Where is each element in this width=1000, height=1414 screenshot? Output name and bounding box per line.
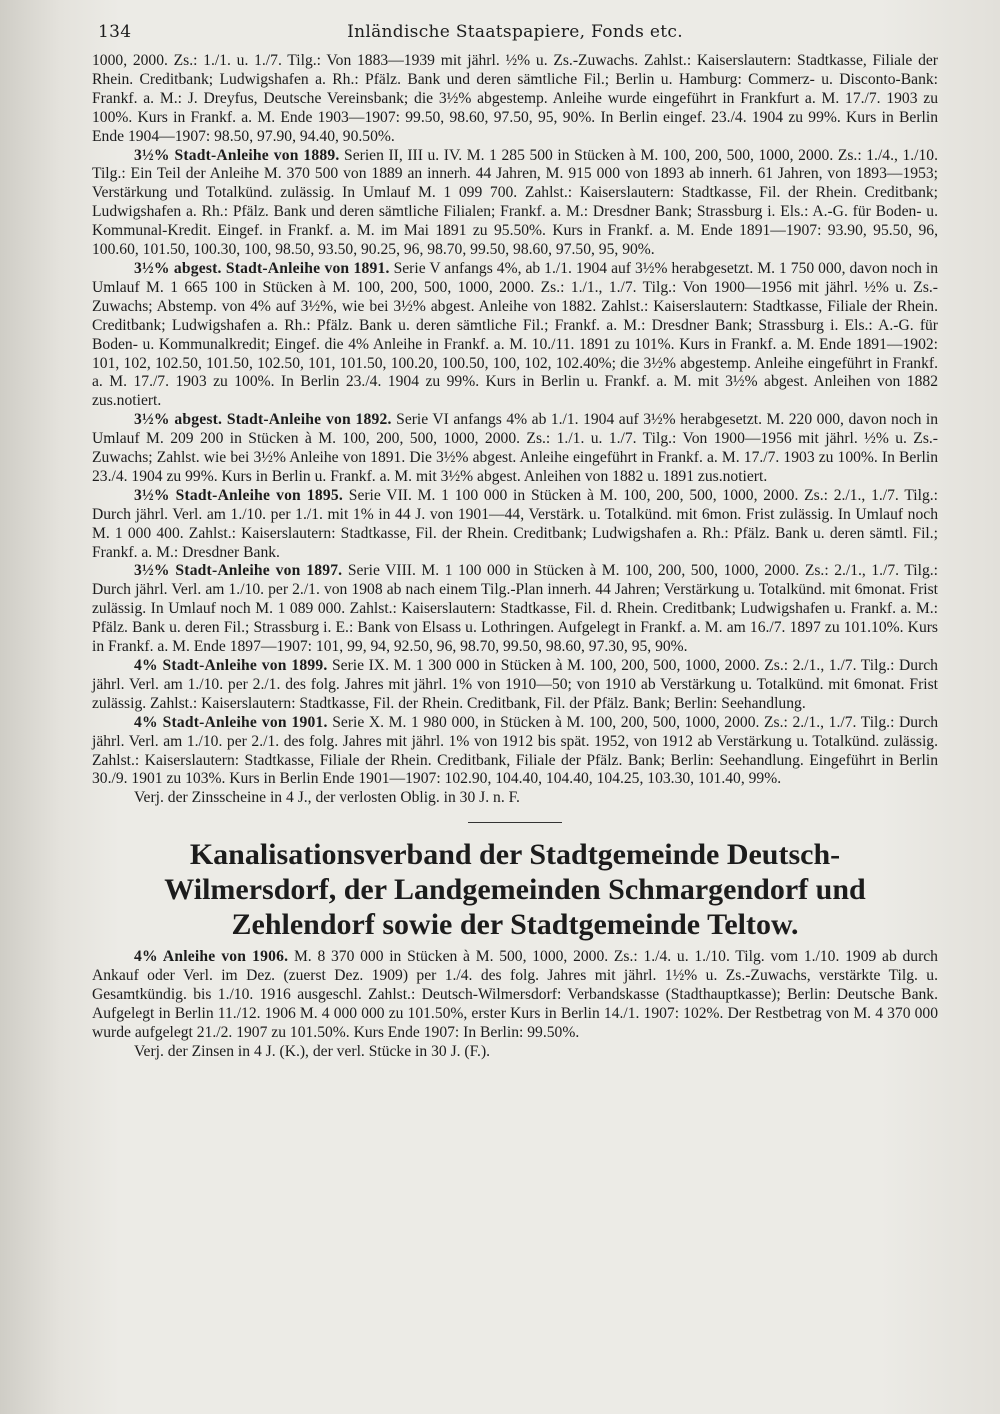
bond-entry-1892 — [92, 411, 938, 487]
kanalisationsverband-section — [92, 948, 938, 1061]
bond-entry-1906 — [92, 948, 938, 1043]
page-number: 134 — [98, 22, 132, 42]
bond-title: 4% Stadt-Anleihe von 1899. — [134, 657, 328, 674]
bond-text: M. 8 370 000 in Stücken à M. 500, 1000, 2000. Zs.: 1./4. u. 1./10. Tilg. vom 1./10. 1909 ab durch Ankauf oder Verl. im Dez. (zuerst Dez. 1909) per 1./4. des folg. Jahres mit jährl. 1½% u. Zs.-Zuwachs, verstärkte Tilg. u. Gesamtkündig. bis 1./10. 1916 ausgeschl. Zahlst.: Deutsch-Wilmersdorf: Verbandskasse (Stadthauptkasse); Berlin: Deutsche Bank. Aufgelegt in Berlin 11./12. 1906 M. 4 000 000 zu 101.50%, erster Kurs in Berlin 14./1. 1907: 102%. Der Restbetrag von M. 4 370 000 wurde aufgelegt 21./2. 1907 zu 101.50%. Kurs Ende 1907: In Berlin: 99.50%. — [92, 948, 938, 1041]
page-header — [92, 22, 938, 52]
bond-title: 3½% Stadt-Anleihe von 1895. — [134, 486, 343, 504]
bond-title: 3½% Stadt-Anleihe von 1897. — [134, 562, 343, 580]
running-head: Inländische Staatspapiere, Fonds etc. — [347, 22, 683, 42]
section-divider — [468, 822, 562, 823]
bond-text: Serien II, III u. IV. M. 1 285 500 in Stücken à M. 100, 200, 500, 1000, 2000. Zs.: 1./4., 1./10. Tilg.: Ein Teil der Anleihe M. 370 500 von 1889 an innerh. 44 Jahren, M. 915 000 von 1893 ab innerh. 61 Jahren, von 1893—1953; Verstärkung und Totalkünd. zulässig. In Umlauf M. 1 099 700. Zahlst.: Kaiserslautern: Stadtkasse, Fil. der Rhein. Creditbank; Ludwigshafen a. Rh.: Pfälz. Bank und deren sämtliche Filialen; Frankf. a. M.: Dresdner Bank; Strassburg i. Els.: A.-G. für Boden- u. Kommunal-Kredit. Eingef. in Frankf. a. M. im Mai 1891 zu 95.50%. Kurs in Frankf. a. M. Ende 1891—1907: 93.90, 95.50, 96, 100.60, 101.50, 100.30, 100, 98.50, 93.50, 90.25, 96, 98.70, 99.50, 98.60, 97.50, 95, 90%. — [92, 146, 938, 259]
bond-entry-1891 — [92, 260, 938, 411]
bond-text: Serie VII. M. 1 100 000 in Stücken à M. 100, 200, 500, 1000, 2000. Zs.: 2./1., 1./7. Tilg.: Durch jährl. Verl. am 1./10. per 1./1. mit 1% in 44 J. von 1901—44, Verstärk. u. Totalkünd. mit 6mon. Frist zulässig. In Umlauf noch M. 1 000 400. Zahlst.: Kaiserslautern: Stadtkasse, Fil. der Rhein. Creditbank; Ludwigshafen a. Rh.: Pfälz. Bank u. deren sämtl. Fil.; Frankf. a. M.: Dresdner Bank. — [92, 486, 938, 561]
bond-entry-1895 — [92, 487, 938, 563]
bond-title: 3½% abgest. Stadt-Anleihe von 1892. — [134, 411, 392, 429]
kaiserslautern-bonds-section — [92, 52, 938, 808]
bond-title: 3½% Stadt-Anleihe von 1889. — [134, 146, 340, 164]
bond-text: Serie X. M. 1 980 000, in Stücken à M. 100, 200, 500, 1000, 2000. Zs.: 2./1., 1./7. Tilg.: Durch jährl. Verl. am 1./10. per 2./1. des folg. Jahres mit jährl. 1% von 1912 bis spät. 1952, von 1912 ab Verstärkung u. Totalkünd. zulässig. Zahlst.: Kaiserslautern: Stadtkasse, Filiale der Rhein. Creditbank, Filiale der Pfälz. Bank; Berlin: Seehandlung. Eingeführt in Berlin 30./9. 1901 zu 103%. Kurs in Berlin Ende 1901—1907: 102.90, 104.40, 104.40, 104.25, 103.30, 101.40, 99%. — [92, 713, 938, 788]
bond-entry-1897 — [92, 562, 938, 657]
bond-text: Serie VI anfangs 4% ab 1./1. 1904 auf 3½% herabgesetzt. M. 220 000, davon noch in Umlauf M. 209 200 in Stücken à M. 100, 200, 500, 1000, 2000. Zs.: 1./1. u. 1./7. Tilg.: Von 1900—1956 mit jährl. ½% u. Zs.-Zuwachs; Zahlst. wie bei 3½% Anleihe von 1891. Die 3½% abgest. Anleihe eingeführt in Frankf. a. M. 17./7. 1903 zu 100%. In Berlin 23./4. 1904 zu 99%. Kurs in Berlin u. Frankf. a. M. mit 3½% abgest. Anleihen von 1882 u. 1891 zus.notiert. — [92, 411, 938, 485]
bond-entry-1889 — [92, 147, 938, 260]
bond-text: Serie VIII. M. 1 100 000 in Stücken à M. 100, 200, 500, 1000, 2000. Zs.: 2./1., 1./7. Tilg.: Durch jährl. Verl. am 1./10. per 2./1. von 1908 ab nach einem Tilg.-Plan innerh. 44 Jahren; Verstärkung u. Totalkünd. mit 6monat. Frist zulässig. In Umlauf noch M. 1 089 000. Zahlst.: Kaiserslautern: Stadtkasse, Fil. d. Rhein. Creditbank; Ludwigshafen u. Frankf. a. M.: Pfälz. Bank u. deren Fil.; Strassburg i. E.: Bank von Elsass u. Lothringen. Aufgelegt in Frankf. a. M. am 16./7. 1897 zu 101.10%. Kurs in Frankf. a. M. Ende 1897—1907: 101, 99, 94, 92.50, 96, 98.70, 99.50, 98.60, 97.30, 95, 90%. — [92, 562, 938, 656]
bond-entry-1901 — [92, 714, 938, 790]
bond-title: 4% Stadt-Anleihe von 1901. — [134, 713, 328, 731]
bond-text: Serie V anfangs 4%, ab 1./1. 1904 auf 3½% herabgesetzt. M. 1 750 000, davon noch in Umlauf M. 1 665 100 in Stücken à M. 100, 200, 500, 1000, 2000. Zs.: 1./1., 1./7. Tilg.: Von 1900—1956 mit jährl. ½% u. Zs.-Zuwachs; Abstemp. von 4% auf 3½%, wie bei 3½% abgest. Anleihe von 1882. Zahlst.: Kaiserslautern: Stadtkasse, Filiale der Rhein. Creditbank; Ludwigshafen a. Rh.: Pfälz. Bank u. deren sämtliche Fil.; Frankf. a. M.: Dresdner Bank; Strassburg i. Els.: A.-G. für Boden- u. Kommunalkredit; Eingef. die 4% Anleihe in Frankf. a. M. 10./11. 1891 zu 101%. Kurs in Frankf. a. M. Ende 1891—1902: 101, 102, 102.50, 101.50, 102.50, 101, 101.50, 100.20, 100.50, 100, 102, 102.40%; die 3½% abgestemp. Anleihe eingeführt in Frankf. a. M. 17./7. 1903 zu 100%. In Berlin 23./4. 1904 zu 99%. Kurs in Berlin u. Frankf. a. M. mit 3½% abgest. Anleihen von 1882 zus.notiert. — [92, 259, 938, 410]
section-heading-line: Kanalisationsverband der Stadtgemeinde Deutsch- — [189, 838, 841, 872]
section-heading — [92, 837, 938, 942]
limitation-note: Verj. der Zinsscheine in 4 J., der verlosten Oblig. in 30 J. n. F. — [134, 789, 520, 807]
intro-paragraph: 1000, 2000. Zs.: 1./1. u. 1./7. Tilg.: Von 1883—1939 mit jährl. ½% u. Zs.-Zuwachs. Zahlst.: Kaiserslautern: Stadtkasse, Filiale der Rhein. Creditbank; Ludwigshafen a. Rh.: Pfälz. Bank und deren sämtliche Fil.; Berlin u. Hamburg: Commerz- u. Disconto-Bank: Frankf. a. M.: J. Dreyfus, Deutsche Vereinsbank; die 3½% abgestemp. Anleihe wurde eingeführt in Frankfurt a. M. 17./7. 1903 zu 100%. Kurs in Frankf. a. M. Ende 1903—1907: 99.50, 98.60, 97.50, 95, 90%. In Berlin eingef. 23./4. 1904 zu 99%. Kurs in Berlin Ende 1904—1907: 98.50, 97.90, 94.40, 90.50%. — [92, 52, 938, 145]
section-heading-line: Wilmersdorf, der Landgemeinden Schmargendorf und — [164, 873, 866, 907]
bond-title: 4% Anleihe von 1906. — [134, 948, 289, 966]
bond-title: 3½% abgest. Stadt-Anleihe von 1891. — [134, 259, 390, 277]
section-heading-line: Zehlendorf sowie der Stadtgemeinde Teltow. — [231, 908, 799, 942]
limitation-note: Verj. der Zinsen in 4 J. (K.), der verl. Stücke in 30 J. (F.). — [134, 1042, 491, 1060]
bond-entry-1899 — [92, 657, 938, 714]
bond-text: Serie IX. M. 1 300 000 in Stücken à M. 100, 200, 500, 1000, 2000. Zs.: 2./1., 1./7. Tilg.: Durch jährl. Verl. am 1./10. per 2./1. des folg. Jahres mit jährl. 1% von 1910—50; von 1910 ab Verstärkung u. Totalkünd. mit 6monat. Frist zulässig. Zahlst.: Kaiserslautern: Stadtkasse, Fil. der Rhein. Creditbank, Fil. der Pfälz. Bank; Berlin: Seehandlung. — [92, 657, 938, 712]
